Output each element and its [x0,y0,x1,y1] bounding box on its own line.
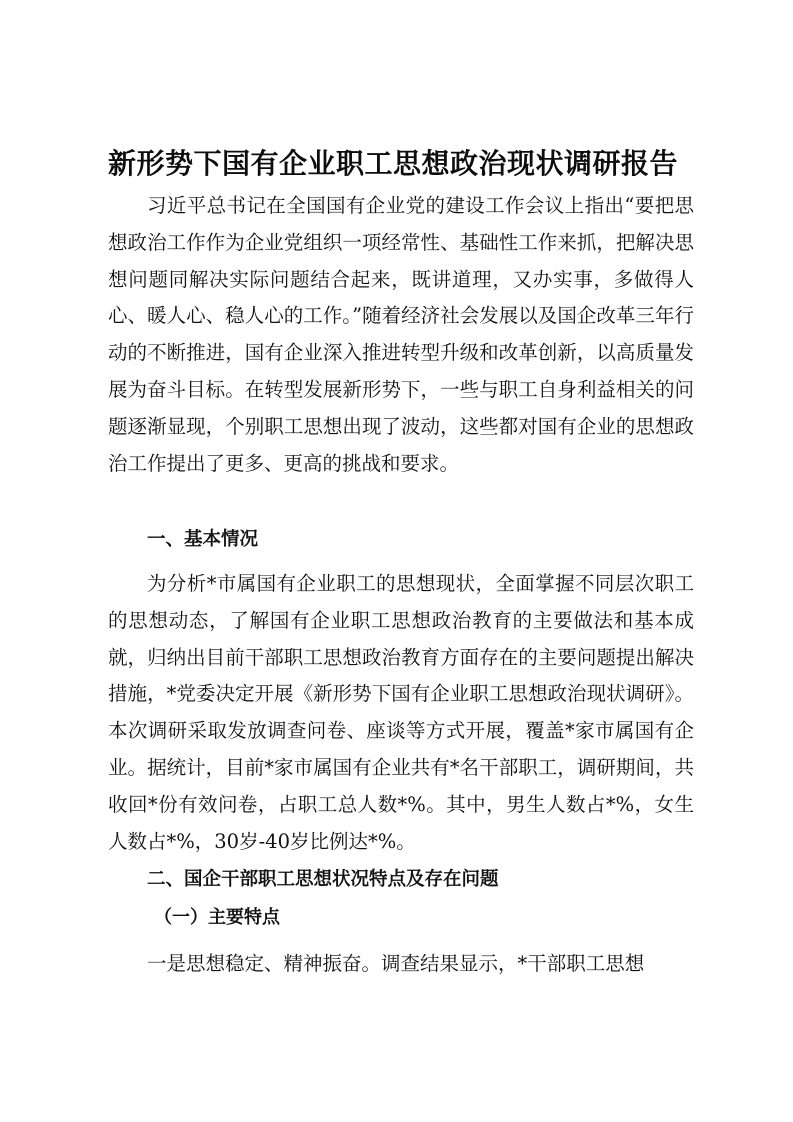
subsection-heading-main-features: （一）主要特点 [154,907,280,928]
basic-situation-paragraph: 为分析*市属国有企业职工的思想现状，全面掌握不同层次职工的思想动态，了解国有企业职工思想政治教育的主要做法和基本成就，归纳出目前干部职工思想政治教育方面存在的主要问题提出解决措施，*党委决定开展《新形势下国有企业职工思想政治现状调研》。本次调研采取发放调查问卷、座谈等方式开展，覆盖*家市属国有企业。据统计，目前*家市属国有企业共有*名干部职工，调研期间，共收回*份有效问卷，占职工总人数*%。其中，男生人数占*%，女生人数占*%，30岁-40岁比例达*%。 [108,572,694,853]
section-heading-basic-situation: 一、基本情况 [147,529,259,550]
document-title: 新形势下国有企业职工思想政治现状调研报告 [108,147,679,180]
section-heading-characteristics: 二、国企干部职工思想状况特点及存在问题 [147,869,499,890]
intro-paragraph: 习近平总书记在全国国有企业党的建设工作会议上指出“要把思想政治工作作为企业党组织一项经常性、基础性工作来抓，把解决思想问题同解决实际问题结合起来，既讲道理，又办实事，多做得人心、暖人心、稳人心的工作。”随着经济社会发展以及国企改革三年行动的不断推进，国有企业深入推进转型升级和改革创新，以高质量发展为奋斗目标。在转型发展新形势下，一些与职工自身利益相关的问题逐渐显现，个别职工思想出现了波动，这些都对国有企业的思想政治工作提出了更多、更高的挑战和要求。 [108,194,694,475]
main-features-paragraph: 一是思想稳定、精神振奋。调查结果显示，*干部职工思想 [147,952,645,975]
